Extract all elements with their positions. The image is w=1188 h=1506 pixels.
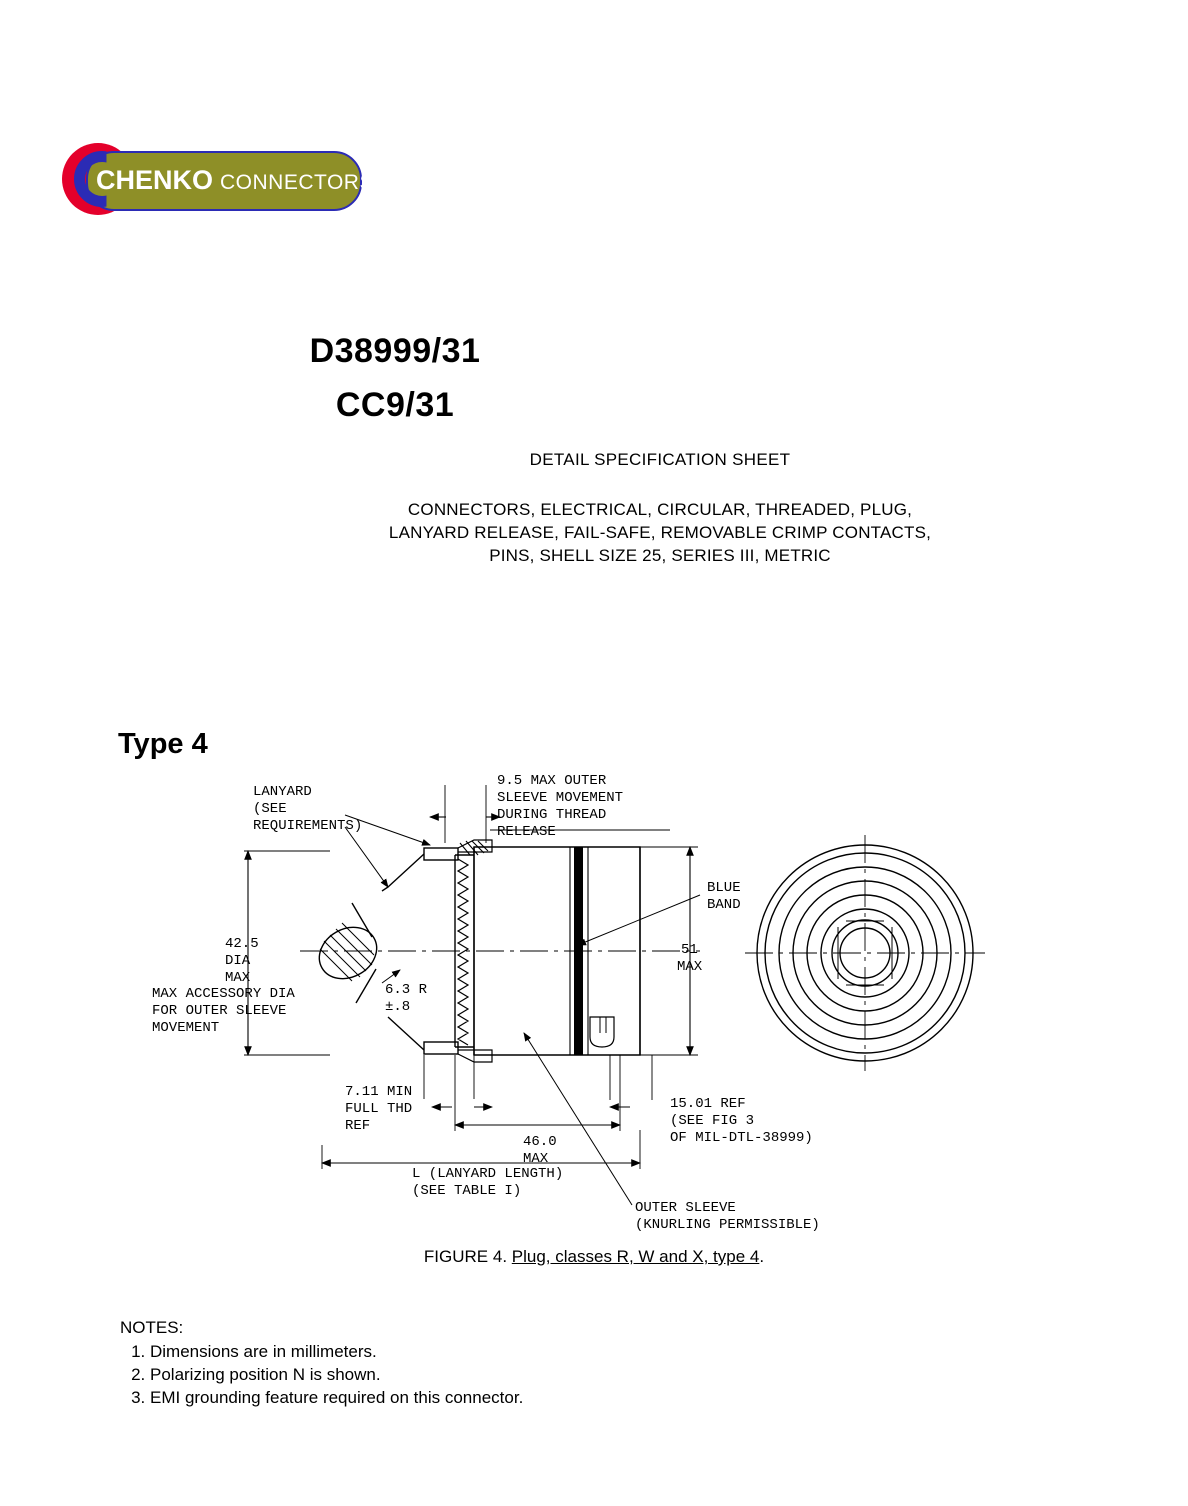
description-line-3: PINS, SHELL SIZE 25, SERIES III, METRIC <box>489 546 831 565</box>
callout-outer-sleeve-line2: (KNURLING PERMISSIBLE) <box>635 1217 820 1233</box>
callout-46-line2: MAX <box>523 1151 549 1167</box>
logo-subtitle: CONNECTORS <box>220 171 374 194</box>
notes-list <box>120 1340 523 1409</box>
callout-height-line2: MAX <box>677 959 703 975</box>
notes-title: NOTES: <box>120 1318 184 1337</box>
document-title-line2: CC9/31 <box>335 386 455 424</box>
logo-text <box>96 161 374 199</box>
callout-15-line3: OF MIL-DTL-38999) <box>670 1130 813 1146</box>
callout-sleeve-movement-line1: 9.5 MAX OUTER <box>497 773 607 789</box>
company-logo <box>62 143 374 215</box>
callout-blue-band-line2: BAND <box>707 897 741 913</box>
document-description <box>0 498 1188 567</box>
document-title-line1: D38999/31 <box>309 332 481 370</box>
callout-max-accessory-line2: FOR OUTER SLEEVE <box>152 1003 287 1019</box>
note-item: 3. EMI grounding feature required on this connector. <box>150 1386 523 1409</box>
callout-lanyard-line2: (SEE <box>253 801 287 817</box>
figure-drawing <box>0 755 1188 1255</box>
callout-sleeve-movement-line3: DURING THREAD <box>497 807 607 823</box>
callout-46-line1: 46.0 <box>523 1134 557 1150</box>
logo-brand-name: CHENKO <box>96 165 214 195</box>
note-item: 2. Polarizing position N is shown. <box>150 1363 523 1386</box>
callout-dia-line3: MAX <box>225 970 251 986</box>
callout-lanyard-length-line1: L (LANYARD LENGTH) <box>412 1166 564 1182</box>
callout-radius-line1: 6.3 R <box>385 982 428 998</box>
callout-lanyard-line3: REQUIREMENTS) <box>253 818 363 834</box>
type-heading: Type 4 <box>118 728 208 760</box>
notes-section <box>120 1318 523 1409</box>
description-line-2: LANYARD RELEASE, FAIL-SAFE, REMOVABLE CRIMP CONTACTS, <box>388 523 932 542</box>
callout-radius-line2: ±.8 <box>385 999 411 1015</box>
detail-spec-label: DETAIL SPECIFICATION SHEET <box>529 450 791 469</box>
callout-blue-band-line1: BLUE <box>707 880 741 896</box>
callout-lanyard-line1: LANYARD <box>253 784 312 800</box>
callout-outer-sleeve-line1: OUTER SLEEVE <box>635 1200 736 1216</box>
figure-caption-prefix: FIGURE 4. <box>423 1247 508 1266</box>
callout-sleeve-movement-line2: SLEEVE MOVEMENT <box>497 790 624 806</box>
callout-thd-line3: REF <box>345 1118 371 1134</box>
callout-sleeve-movement-line4: RELEASE <box>497 824 556 840</box>
callout-lanyard-length-line2: (SEE TABLE I) <box>412 1183 522 1199</box>
callout-dia-line1: 42.5 <box>225 936 259 952</box>
figure-caption-suffix: . <box>759 1247 765 1266</box>
description-line-1: CONNECTORS, ELECTRICAL, CIRCULAR, THREADED, PLUG, <box>407 500 913 519</box>
figure-caption <box>0 1247 1188 1267</box>
callout-dia-line2: DIA <box>225 953 251 969</box>
callout-max-accessory-line1: MAX ACCESSORY DIA <box>152 986 295 1002</box>
callout-thd-line1: 7.11 MIN <box>345 1084 413 1100</box>
callout-height-line1: 51 <box>681 942 698 958</box>
note-item: 1. Dimensions are in millimeters. <box>150 1340 523 1363</box>
callout-max-accessory-line3: MOVEMENT <box>152 1020 220 1036</box>
callout-15-line2: (SEE FIG 3 <box>670 1113 755 1129</box>
callout-thd-line2: FULL THD <box>345 1101 413 1117</box>
callout-15-line1: 15.01 REF <box>670 1096 746 1112</box>
figure-caption-title: Plug, classes R, W and X, type 4 <box>511 1247 760 1266</box>
